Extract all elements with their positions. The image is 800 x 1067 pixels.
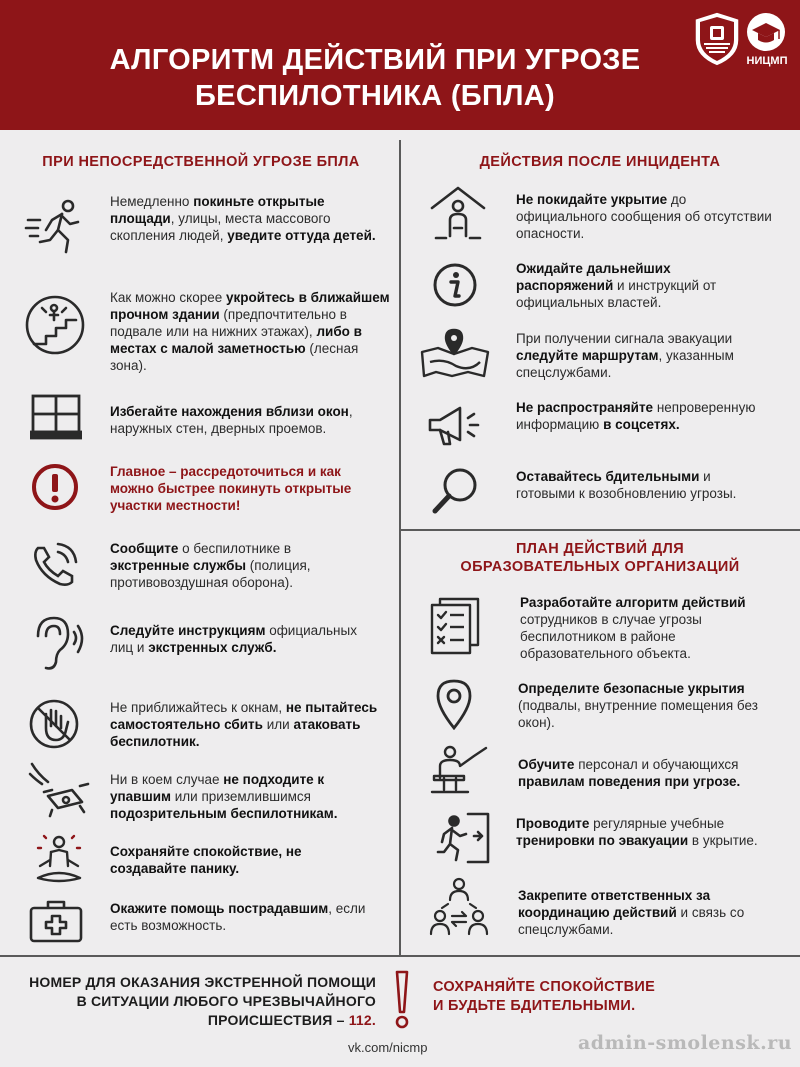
right-bottom-title-line1: ПЛАН ДЕЙСТВИЙ ДЛЯ — [515, 541, 685, 557]
column-divider — [399, 140, 401, 955]
emergency-number-text — [20, 973, 376, 1030]
magnifier-icon — [430, 465, 482, 517]
running-person-icon — [24, 198, 84, 254]
text-run: уведите оттуда детей. — [227, 228, 376, 243]
right-bottom-item-2 — [518, 756, 783, 790]
text-run: Сохраняйте спокойствие, не создавайте панику. — [110, 844, 302, 876]
text-run: и готовыми к возобновлению угрозы. — [516, 469, 737, 501]
right-top-item-4 — [516, 468, 756, 502]
location-icon — [434, 678, 474, 730]
emergency-exit-icon — [436, 812, 490, 864]
text-run: сотрудников в случае угрозы беспилотником в районе образовательного объекта. — [520, 612, 702, 661]
text-run: Немедленно — [110, 194, 194, 209]
text-run: и инструкций от официальных властей. — [516, 278, 717, 310]
text-run: подозрительным беспилотникам. — [110, 806, 338, 821]
text-run: , улицы, места массового скопления людей, — [110, 211, 331, 243]
left-item-9 — [110, 900, 372, 934]
text-run: Следуйте инструкциям — [110, 623, 266, 638]
text-run: Оставайтесь бдительными — [516, 469, 700, 484]
left-item-3 — [110, 463, 388, 514]
text-run: Главное – рассредоточиться и как можно быстрее покинуть открытые участки местности! — [110, 464, 352, 513]
text-run: в соцсетях. — [603, 417, 680, 432]
text-run: Определите безопасные укрытия — [518, 681, 745, 696]
text-run: , указанным спецслужбами. — [516, 348, 734, 380]
text-run: (лесная зона). — [110, 341, 359, 373]
text-run: Обучите — [518, 757, 575, 772]
page-title — [60, 42, 690, 114]
text-run: Ни в коем случае — [110, 772, 224, 787]
left-item-1 — [110, 289, 390, 374]
page-title-line1: АЛГОРИТМ ДЕЙСТВИЙ ПРИ УГРОЗЕ — [109, 44, 641, 76]
emergency-number-label: НОМЕР ДЛЯ ОКАЗАНИЯ ЭКСТРЕННОЙ ПОМОЩИ В СИТУАЦИИ ЛЮБОГО ЧРЕЗВЫЧАЙНОГО ПРОИСШЕСТВИЯ – — [29, 974, 376, 1028]
right-top-item-0 — [516, 191, 776, 242]
page-title-line2: БЕСПИЛОТНИКА (БПЛА) — [195, 80, 555, 112]
right-bottom-title-line2: ОБРАЗОВАТЕЛЬНЫХ ОРГАНИЗАЦИЙ — [460, 559, 740, 575]
shelter-stairs-icon — [24, 294, 86, 356]
text-run: Как можно скорее — [110, 290, 227, 305]
left-item-5 — [110, 622, 370, 656]
vk-link[interactable]: vk.com/nicmp — [348, 1040, 428, 1055]
stay-calm-line1: СОХРАНЯЙТЕ СПОКОЙСТВИЕ — [433, 979, 656, 995]
info-icon — [432, 262, 478, 308]
text-run: не пытайтесь самостоятельно сбить — [110, 700, 378, 732]
right-top-item-2 — [516, 330, 786, 381]
emergency-number: 112. — [348, 1012, 376, 1028]
text-run: Не приближайтесь к окнам, — [110, 700, 286, 715]
right-section-divider — [401, 529, 800, 531]
text-run: непроверенную информацию — [516, 400, 756, 432]
footer-divider — [0, 955, 800, 957]
text-run: При получении сигнала эвакуации — [516, 331, 733, 346]
first-aid-icon — [28, 898, 84, 944]
text-run: экстренных служб. — [148, 640, 277, 655]
checklist-icon — [428, 597, 482, 655]
text-run: , если есть возможность. — [110, 901, 366, 933]
exclamation-icon — [392, 970, 412, 1030]
text-run: атаковать беспилотник. — [110, 717, 361, 749]
text-run: регулярные учебные — [589, 816, 725, 831]
left-item-2 — [110, 403, 394, 437]
left-item-0 — [110, 193, 380, 244]
person-shelter-icon — [428, 184, 488, 242]
text-run: персонал и обучающихся — [574, 757, 739, 772]
text-run: покиньте открытые площади — [110, 194, 325, 226]
text-run: Не распространяйте — [516, 400, 654, 415]
map-pin-icon — [420, 328, 490, 378]
text-run: тренировки по эвакуации — [516, 833, 689, 848]
megaphone-icon — [426, 400, 486, 450]
text-run: экстренные службы — [110, 558, 247, 573]
text-run: Окажите помощь пострадавшим — [110, 901, 329, 916]
text-run: до официального сообщения об отсутствии опасности. — [516, 192, 772, 241]
right-bottom-section-title — [410, 540, 790, 576]
team-coordination-icon — [428, 876, 490, 938]
text-run: не подходите к упавшим — [110, 772, 325, 804]
text-run: или приземлившимся — [171, 789, 311, 804]
left-item-7 — [110, 771, 380, 822]
stay-calm-line2: И БУДЬТЕ БДИТЕЛЬНЫМИ. — [433, 998, 636, 1014]
text-run: Разработайте алгоритм действий — [520, 595, 746, 610]
text-run: правилам поведения при угрозе. — [518, 774, 741, 789]
text-run: следуйте маршрутам — [516, 348, 659, 363]
text-run: Закрепите ответственных за координацию действий — [518, 888, 711, 920]
meditation-icon — [32, 830, 86, 886]
right-bottom-item-1 — [518, 680, 783, 731]
right-bottom-item-4 — [518, 887, 786, 938]
text-run: (полиция, противовоздушная оборона). — [110, 558, 311, 590]
text-run: и связь со спецслужбами. — [518, 905, 745, 937]
text-run: Сообщите — [110, 541, 179, 556]
fallen-drone-icon — [28, 760, 92, 820]
left-section-title: ПРИ НЕПОСРЕДСТВЕННОЙ УГРОЗЕ БПЛА — [42, 154, 360, 170]
logo-text: НИЦМП — [746, 55, 788, 67]
text-run: Проводите — [516, 816, 590, 831]
text-run: Не покидайте укрытие — [516, 192, 668, 207]
window-icon — [30, 393, 82, 441]
right-top-item-1 — [516, 260, 756, 311]
stay-calm-text — [433, 978, 773, 1016]
text-run: , наружных стен, дверных проемов. — [110, 404, 353, 436]
text-run: официальных лиц и — [110, 623, 357, 655]
left-item-8 — [110, 843, 330, 877]
watermark: admin-smolensk.ru — [578, 1032, 793, 1054]
text-run: Избегайте нахождения вблизи окон — [110, 404, 349, 419]
warning-icon — [30, 462, 80, 512]
text-run: Ожидайте дальнейших распоряжений — [516, 261, 671, 293]
stop-hand-icon — [28, 698, 80, 750]
ear-icon — [30, 614, 86, 672]
text-run: укройтесь в ближайшем прочном здании — [110, 290, 390, 322]
text-run: (предпочтительно в подвале или на нижних этажах), — [110, 307, 347, 339]
text-run: о беспилотнике в — [178, 541, 291, 556]
text-run: либо в местах с малой заметностью — [110, 324, 362, 356]
left-item-6 — [110, 699, 380, 750]
right-top-section-title: ДЕЙСТВИЯ ПОСЛЕ ИНЦИДЕНТА — [479, 154, 721, 170]
right-bottom-item-3 — [516, 815, 776, 849]
text-run: (подвалы, внутренние помещения без окон). — [518, 698, 758, 730]
header-banner — [0, 0, 800, 130]
right-bottom-item-0 — [520, 594, 782, 662]
right-top-item-3 — [516, 399, 756, 433]
left-item-4 — [110, 540, 370, 591]
teacher-icon — [430, 744, 490, 794]
phone-icon — [30, 540, 80, 590]
text-run: в укрытие. — [688, 833, 758, 848]
text-run: или — [262, 717, 294, 732]
